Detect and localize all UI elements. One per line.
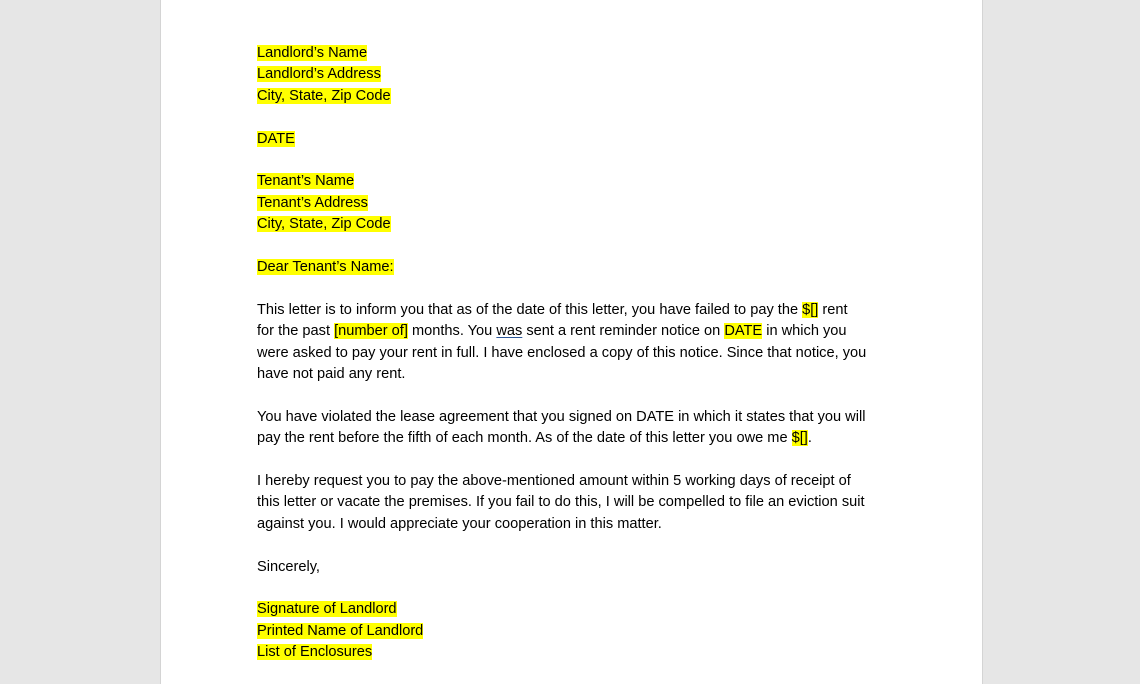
tenant-city-state-zip: City, State, Zip Code <box>257 216 391 233</box>
p1-text: in which you <box>762 323 847 340</box>
p1-text: have not paid any rent. <box>257 366 406 383</box>
tenant-block <box>257 171 897 235</box>
notice-date-placeholder: DATE <box>724 323 763 340</box>
p1-text: were asked to pay your rent in full. I have enclosed a copy of this notice. Since that notice, you <box>257 344 867 361</box>
p2-text: pay the rent before the fifth of each month. As of the date of this letter you owe me <box>257 430 792 447</box>
p2-text: . <box>807 430 812 447</box>
printed-name-of-landlord: Printed Name of Landlord <box>257 622 424 639</box>
months-placeholder: [number of] <box>334 323 408 340</box>
owed-amount-placeholder: $[] <box>791 430 808 447</box>
tenant-address: Tenant’s Address <box>257 194 368 211</box>
landlord-name: Landlord’s Name <box>257 45 368 61</box>
tenant-name: Tenant’s Name <box>257 173 355 190</box>
p2-text: You have violated the lease agreement that you signed on DATE in which it states that you will <box>257 408 866 425</box>
grammar-flagged-word[interactable]: was <box>496 323 523 340</box>
p1-text: for the past <box>257 323 335 340</box>
p3-text: I hereby request you to pay the above-mentioned amount within 5 working days of receipt of <box>257 473 851 490</box>
landlord-address: Landlord’s Address <box>257 66 381 83</box>
p3-text: against you. I would appreciate your cooperation in this matter. <box>257 515 662 532</box>
p1-text: months. You <box>407 323 497 340</box>
rent-amount-placeholder: $[] <box>802 301 819 318</box>
letter-body[interactable] <box>257 43 897 664</box>
landlord-city-state-zip: City, State, Zip Code <box>257 87 391 104</box>
paragraph-2 <box>257 407 897 450</box>
list-of-enclosures: List of Enclosures <box>257 644 373 661</box>
closing: Sincerely, <box>257 558 320 575</box>
signature-block <box>257 599 897 663</box>
p1-text: sent a rent reminder notice on <box>522 323 725 340</box>
p1-text: rent <box>818 301 848 318</box>
landlord-block <box>257 43 897 107</box>
signature-of-landlord: Signature of Landlord <box>257 601 397 618</box>
paragraph-3 <box>257 471 897 535</box>
p3-text: this letter or vacate the premises. If you fail to do this, I will be compelled to file an eviction suit <box>257 494 865 511</box>
document-page[interactable] <box>160 0 983 684</box>
p1-text: This letter is to inform you that as of the date of this letter, you have failed to pay the <box>257 301 803 318</box>
salutation: Dear Tenant’s Name: <box>257 259 394 276</box>
letter-date: DATE <box>257 130 295 147</box>
paragraph-1 <box>257 300 897 386</box>
